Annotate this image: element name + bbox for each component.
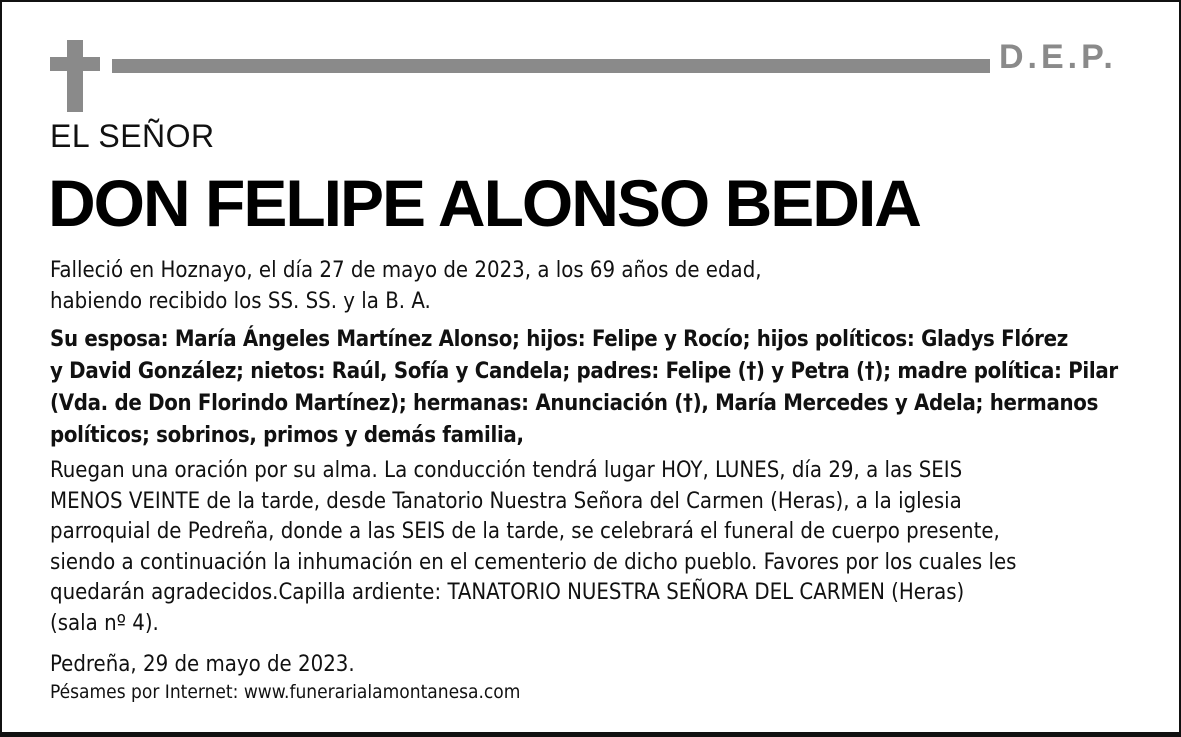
service-line: MENOS VEINTE de la tarde, desde Tanatorio Nuestra Señora del Carmen (Heras), a la iglesia [50,488,962,514]
service-line: Ruegan una oración por su alma. La conducción tendrá lugar HOY, LUNES, día 29, a las SEIS [50,458,963,483]
family-list [50,324,1140,452]
family-line: y David González; nietos: Raúl, Sofía y Candela; padres: Felipe (†) y Petra (†); madre política: Pilar [50,359,1118,384]
cross-icon [50,40,100,112]
deceased-name: DON FELIPE ALONSO BEDIA [48,166,920,240]
service-line: parroquial de Pedreña, donde a las SEIS de la tarde, se celebrará el funeral de cuerpo presente, [50,519,1000,544]
death-notice [50,256,1140,317]
family-line: políticos; sobrinos, primos y demás familia, [50,423,524,448]
death-notice-line: habiendo recibido los SS. SS. y la B. A. [50,288,431,314]
death-notice-line: Falleció en Hoznayo, el día 27 de mayo de 2023, a los 69 años de edad, [50,258,762,283]
family-line: Su esposa: María Ángeles Martínez Alonso; hijos: Felipe y Rocío; hijos políticos: Gladys Flórez [50,327,1068,352]
place-date: Pedreña, 29 de mayo de 2023. [50,652,355,677]
honorific: EL SEÑOR [50,118,215,154]
family-line: (Vda. de Don Florindo Martínez); hermanas: Anunciación (†), María Mercedes y Adela; hermanos [50,391,1099,416]
service-line: quedarán agradecidos.Capilla ardiente: TANATORIO NUESTRA SEÑORA DEL CARMEN (Heras) [50,580,965,605]
service-details [50,456,1140,639]
service-line: (sala nº 4). [50,610,159,636]
condolences-info: Pésames por Internet: www.funerarialamontanesa.com [50,681,521,703]
service-line: siendo a continuación la inhumación en el cementerio de dicho pueblo. Favores por los cuales les [50,549,1017,575]
header-rule [112,59,990,73]
dep-label: D.E.P. [999,38,1117,76]
